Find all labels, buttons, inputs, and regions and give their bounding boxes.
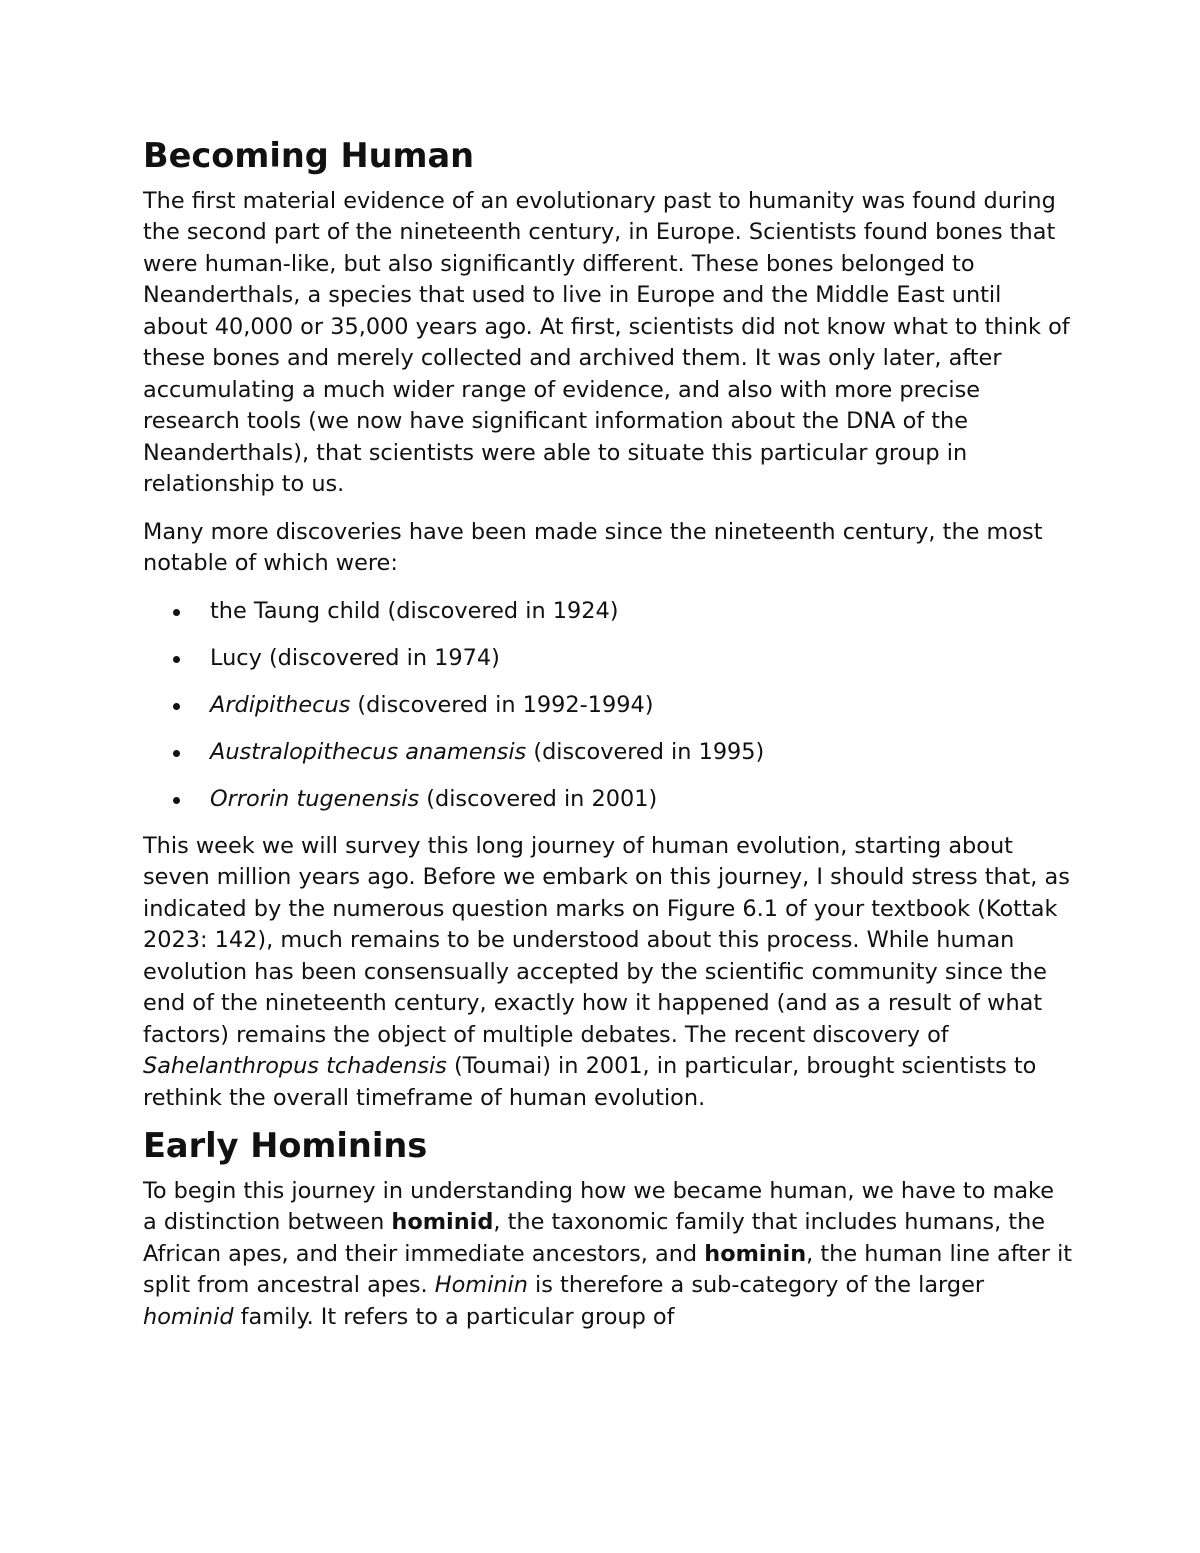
hominin-text-4: is therefore a sub-category of the larger <box>527 1272 985 1298</box>
emphasis-hominin: Hominin <box>434 1272 528 1298</box>
section-heading-early-hominins: Early Hominins <box>143 1126 428 1165</box>
bullet-icon <box>173 656 180 663</box>
hominin-text-5: family. It refers to a particular group of <box>233 1303 675 1330</box>
discovery-text: (discovered in 1992-1994) <box>350 691 654 718</box>
hominin-paragraph <box>143 1176 1073 1334</box>
survey-text-after: (Toumai) in 2001, in particular, brought scientists to rethink the overall timeframe of human evolution. <box>143 1053 1037 1111</box>
taxon-name-sahelanthropus: Sahelanthropus tchadensis <box>143 1053 447 1079</box>
hominin-text-2: , the taxonomic family that includes humans, the African apes, and their immediate ancestors, and <box>143 1209 1046 1267</box>
bullet-icon <box>173 703 180 710</box>
list-item <box>143 596 1073 628</box>
survey-paragraph <box>143 831 1073 1115</box>
term-hominin: hominin <box>704 1240 807 1267</box>
discovery-text: Lucy (discovered in 1974) <box>210 644 500 671</box>
section-heading-becoming-human: Becoming Human <box>143 136 475 175</box>
taxon-name: Ardipithecus <box>210 691 351 718</box>
bullet-icon <box>173 797 180 804</box>
hominin-text-3: , the human line after it split from ancestral apes. <box>143 1240 1073 1298</box>
discovery-text: the Taung child (discovered in 1924) <box>210 597 619 624</box>
bullet-icon <box>173 750 180 757</box>
intro-paragraph: The first material evidence of an evolutionary past to humanity was found during the second part of the nineteenth century, in Europe. Scientists found bones that were human-like, but also significantly different. These bones belonged to Neanderthals, a species that used to live in Europe and the Middle East until about 40,000 or 35,000 years ago. At first, scientists did not know what to think of these bones and merely collected and archived them. It was only later, after accumulating a much wider range of evidence, and also with more precise research tools (we now have significant information about the DNA of the Neanderthals), that scientists were able to situate this particular group in relationship to us. <box>143 187 1070 497</box>
list-item <box>143 784 1073 816</box>
bullet-icon <box>173 609 180 616</box>
discovery-text: (discovered in 1995) <box>526 738 765 765</box>
hominin-text-1: To begin this journey in understanding how we became human, we have to make a distinction between <box>143 1177 1054 1235</box>
document-page <box>143 136 1073 1349</box>
emphasis-hominid: hominid <box>143 1303 234 1330</box>
discoveries-list <box>143 596 1073 816</box>
term-hominid: hominid <box>391 1209 494 1235</box>
survey-text-before: This week we will survey this long journey of human evolution, starting about seven million years ago. Before we embark on this journey, I should stress that, as indicated by the numerous question marks on Figure 6.1 of your textbook (Kottak 2023: 142), much remains to be understood about this process. While human evolution has been consensually accepted by the scientific community since the end of the nineteenth century, exactly how it happened (and as a result of what factors) remains the object of multiple debates. The recent discovery of <box>143 832 1070 1048</box>
list-item <box>143 643 1073 675</box>
discovery-text: (discovered in 2001) <box>419 785 658 812</box>
taxon-name: Orrorin tugenensis <box>210 785 420 812</box>
list-item <box>143 690 1073 722</box>
list-item <box>143 737 1073 769</box>
taxon-name: Australopithecus anamensis <box>210 738 527 765</box>
list-intro-paragraph: Many more discoveries have been made since the nineteenth century, the most notable of which were: <box>143 518 1043 576</box>
